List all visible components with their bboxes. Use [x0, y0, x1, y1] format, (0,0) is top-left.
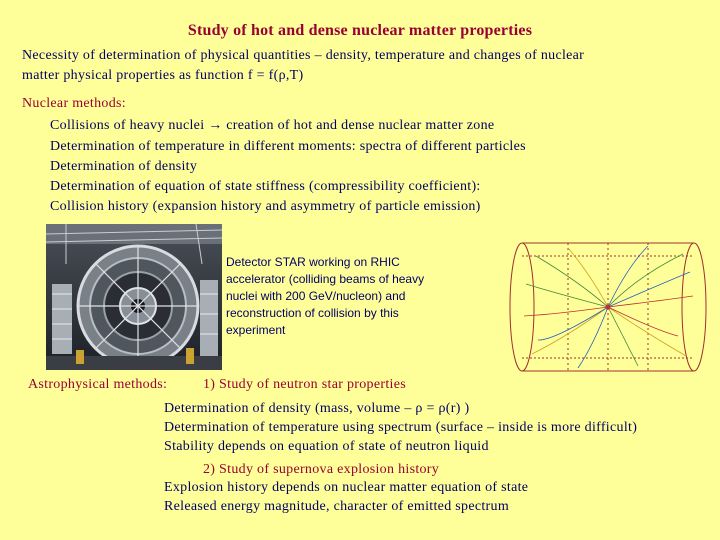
detector-caption: Detector STAR working on RHIC accelerator (colliding beams of heavy nuclei with 200 GeV/nucleon) and reconstruction of collision by this experiment: [226, 255, 425, 337]
supernova-item: Explosion history depends on nuclear matter equation of state: [164, 480, 529, 495]
nuclear-methods-heading: Nuclear methods:: [22, 96, 126, 111]
star-detector-photo: [46, 224, 222, 370]
intro-line-1: Necessity of determination of physical quantities – density, temperature and changes of nuclear: [22, 48, 585, 63]
nuclear-item: Collisions of heavy nuclei → creation of hot and dense nuclear matter zone: [50, 118, 495, 133]
supernova-heading: 2) Study of supernova explosion history: [203, 462, 440, 477]
neutron-star-heading: 1) Study of neutron star properties: [203, 377, 406, 392]
neutron-star-item: Determination of density (mass, volume – ρ = ρ(r) ): [164, 401, 470, 416]
nuclear-item: Determination of equation of state stiffness (compressibility coefficient):: [50, 179, 481, 194]
neutron-star-item: Stability depends on equation of state of neutron liquid: [164, 439, 489, 454]
neutron-star-item: Determination of temperature using spectrum (surface – inside is more difficult): [164, 420, 638, 435]
nuclear-item: Determination of temperature in different moments: spectra of different particles: [50, 139, 526, 154]
page-title: Study of hot and dense nuclear matter properties: [187, 22, 533, 39]
collision-reconstruction-diagram: [508, 236, 708, 378]
supernova-item: Released energy magnitude, character of emitted spectrum: [164, 499, 510, 514]
intro-line-2: matter physical properties as function f = f(ρ,T): [22, 68, 304, 83]
astrophysical-methods-heading: Astrophysical methods:: [28, 377, 168, 392]
nuclear-item: Collision history (expansion history and asymmetry of particle emission): [50, 199, 481, 214]
nuclear-item: Determination of density: [50, 159, 198, 174]
